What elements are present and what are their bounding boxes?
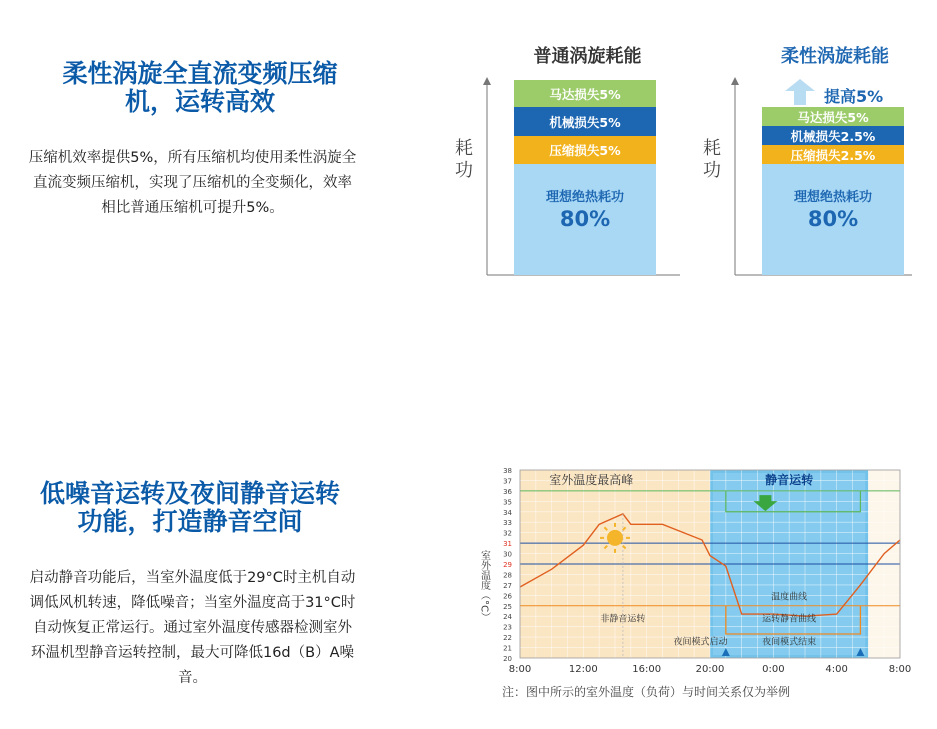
silent-label: 静音运转 [765,473,814,487]
section1-title [20,60,380,116]
y-tick-label: 35 [503,498,512,507]
ylabel-char: 功 [703,160,721,181]
night-end-label: 夜间模式结束 [762,637,817,648]
non-silent-label: 非静音运转 [600,614,646,625]
improve-label: 提高5% [824,87,884,106]
left-mech-loss: 机械损失5% [514,107,656,136]
y-tick-label: 37 [503,477,512,486]
x-tick-label: 8:00 [508,664,532,675]
y-tick-label: 38 [503,467,512,475]
left-comp-loss: 压缩损失5% [514,136,656,164]
right-comp-loss: 压缩损失2.5% [762,145,904,164]
y-tick-label: 26 [503,592,512,601]
y-tick-label: 23 [503,623,512,632]
section2-desc-line: 自动恢复正常运行。通过室外温度传感器检测室外 [33,620,352,636]
section1-description [5,146,380,221]
section1-desc-line: 直流变频压缩机，实现了压缩机的全变频化，效率 [33,175,352,191]
left-ideal-label: 理想绝热耗功 [545,190,624,205]
y-tick-label: 20 [503,655,512,663]
y-tick-label: 36 [503,487,512,496]
left-ideal-work [514,164,656,275]
x-tick-label: 4:00 [825,664,848,675]
section2-desc-line: 环温机型静音运转控制，最大可降低16d（B）A噪 [30,645,355,661]
y-tick-label: 24 [503,613,512,622]
y-tick-label: 31 [503,540,512,549]
right-mech-loss: 机械损失2.5% [762,126,904,145]
left-bar-title: 普通涡旋耗能 [533,46,642,67]
y-tick-label: 21 [503,644,512,653]
y-tick-label: 32 [503,529,512,538]
peak-label: 室外温度最高峰 [549,473,634,487]
right-motor-loss: 马达损失5% [762,107,904,126]
section2-title-line2: 功能，打造静音空间 [77,507,303,536]
ylabel-char: 功 [455,160,473,181]
left-stacked-bar [514,80,656,275]
x-tick-label: 20:00 [695,664,725,675]
silent-operation-chart [478,462,933,682]
y-axis-label: 室外温度（°C） [478,550,490,622]
y-tick-label: 28 [503,571,512,580]
section1-title-line1: 柔性涡旋全直流变频压缩 [62,59,338,88]
chart-note: 注：图中所示的室外温度（负荷）与时间关系仅为举例 [502,685,791,699]
section2-desc-line: 音。 [178,670,207,686]
right-bar-title: 柔性涡旋耗能 [781,46,889,67]
y-tick-label: 30 [503,550,512,559]
energy-ylabel-right [703,138,721,182]
night-start-label: 夜间模式启动 [673,637,728,648]
section2-desc-line: 启动静音功能后，当室外温度低于29°C时主机自动 [29,570,356,586]
section2-title-line1: 低噪音运转及夜间静音运转 [39,479,340,508]
right-ideal-value: 80% [807,207,859,231]
ylabel-char: 耗 [703,138,721,159]
energy-comparison-diagram [450,35,920,285]
energy-ylabel-left [455,138,473,182]
x-tick-label: 8:00 [888,664,912,675]
y-tick-label: 33 [503,519,512,528]
section2-title [10,480,370,536]
x-tick-label: 12:00 [568,664,598,675]
up-arrow-icon [785,79,815,105]
section2-desc-line: 调低风机转速，降低噪音；当室外温度高于31°C时 [29,595,356,611]
left-motor-loss: 马达损失5% [514,80,656,107]
section1-title-line2: 机，运转高效 [124,87,275,116]
y-tick-label: 22 [503,634,512,643]
y-tick-label: 34 [503,508,512,517]
sun-icon [607,530,623,546]
x-tick-label: 16:00 [632,664,662,675]
y-tick-label: 27 [503,581,512,590]
left-ideal-value: 80% [559,207,611,231]
section1-desc-line: 压缩机效率提供5%，所有压缩机均使用柔性涡旋全 [28,150,357,166]
y-tick-label: 29 [503,561,512,569]
temp-curve-label: 温度曲线 [771,592,808,603]
ylabel-char: 耗 [455,138,473,159]
right-ideal-label: 理想绝热耗功 [793,190,872,205]
x-tick-label: 0:00 [762,664,785,675]
y-tick-label: 25 [503,602,512,611]
section2-description [5,566,380,691]
right-stacked-bar [762,107,904,275]
right-ideal-work [762,164,904,275]
section1-desc-line: 相比普通压缩机可提升5%。 [101,200,284,216]
silent-curve-label: 运转静音曲线 [762,614,817,625]
